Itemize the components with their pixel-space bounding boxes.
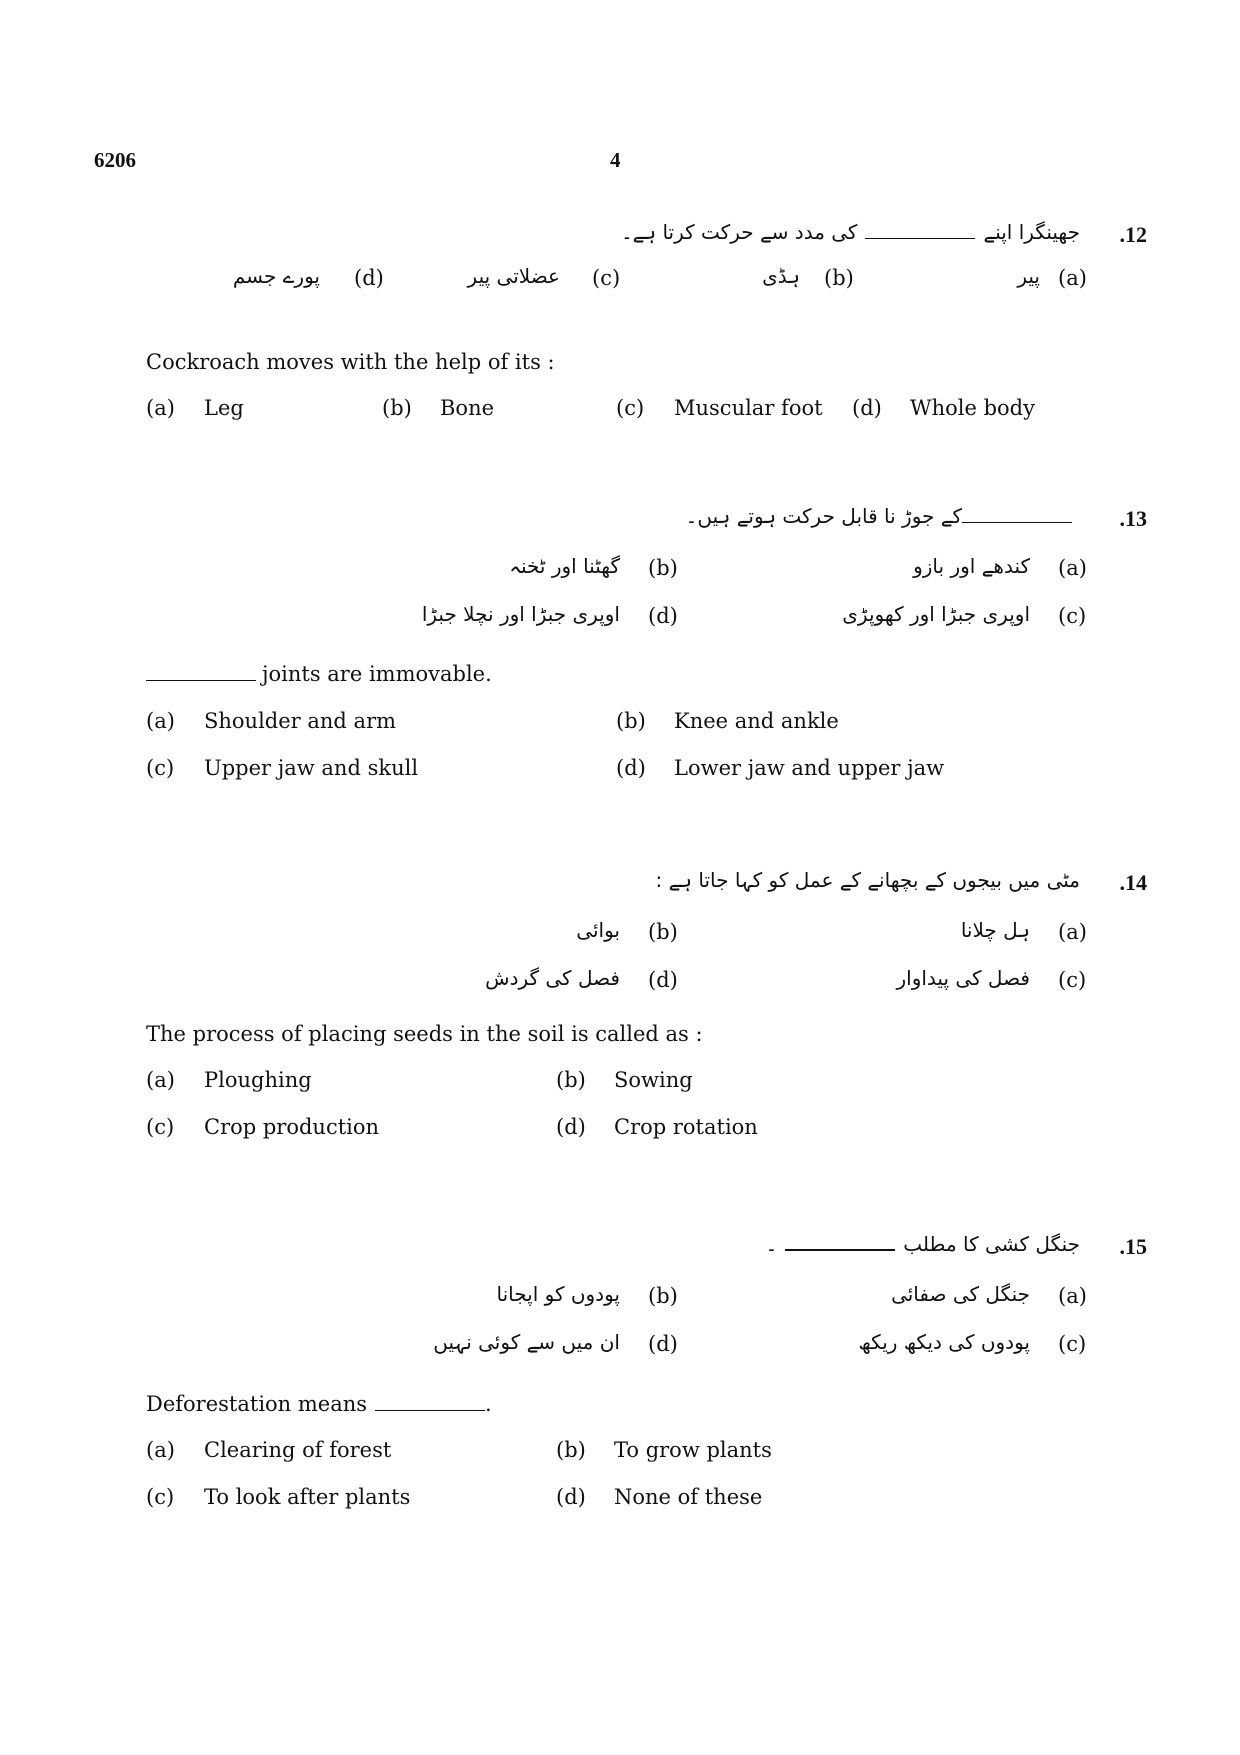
option-text: Crop production xyxy=(204,1115,380,1139)
answer-blank xyxy=(375,1409,485,1411)
option-label: (a) xyxy=(146,1438,175,1462)
urdu-option-label: (d) xyxy=(648,604,678,628)
urdu-option-text: ان میں سے کوئی نہیں xyxy=(433,1330,620,1354)
urdu-option-label: (d) xyxy=(354,266,384,290)
paper-code: 6206 xyxy=(94,148,136,172)
english-question: The process of placing seeds in the soil is called as : xyxy=(146,1022,703,1046)
option-label: (a) xyxy=(146,709,175,733)
urdu-option-label: (b) xyxy=(824,266,854,290)
urdu-option-label: (b) xyxy=(648,920,678,944)
urdu-option-label: (d) xyxy=(648,968,678,992)
option-label: (c) xyxy=(616,396,645,420)
option-text: Upper jaw and skull xyxy=(204,756,419,780)
urdu-question xyxy=(686,504,1080,528)
option-label: (a) xyxy=(146,396,175,420)
urdu-option-text: پیر xyxy=(1017,264,1040,288)
option-text: To grow plants xyxy=(614,1438,772,1462)
urdu-option-label: (a) xyxy=(1058,1284,1087,1308)
urdu-option-text: ہل چلانا xyxy=(960,918,1030,942)
option-text: None of these xyxy=(614,1485,763,1509)
urdu-option-label: (d) xyxy=(648,1332,678,1356)
urdu-option-label: (b) xyxy=(648,1284,678,1308)
urdu-option-text: جنگل کی صفائی xyxy=(891,1282,1030,1306)
option-label: (b) xyxy=(556,1438,586,1462)
urdu-question-prefix: جنگل کشی کا مطلب xyxy=(903,1232,1080,1256)
urdu-option-text: عضلاتی پیر xyxy=(467,264,560,288)
urdu-option-text: پودوں کی دیکھ ریکھ xyxy=(858,1330,1030,1354)
option-text: Shoulder and arm xyxy=(204,709,397,733)
option-label: (d) xyxy=(556,1485,586,1509)
question-number: .12 xyxy=(1119,222,1147,247)
option-label: (c) xyxy=(146,1115,175,1139)
option-text: Clearing of forest xyxy=(204,1438,392,1462)
urdu-option-label: (b) xyxy=(648,556,678,580)
option-text: Whole body xyxy=(910,396,1035,420)
option-label: (c) xyxy=(146,756,175,780)
english-question: Cockroach moves with the help of its : xyxy=(146,350,555,374)
option-text: Knee and ankle xyxy=(674,709,839,733)
urdu-option-label: (c) xyxy=(1058,968,1087,992)
option-label: (a) xyxy=(146,1068,175,1092)
urdu-option-text: اوپری جبڑا اور نچلا جبڑا xyxy=(421,602,620,626)
urdu-option-label: (a) xyxy=(1058,266,1087,290)
urdu-question-suffix: ۔ xyxy=(765,1232,778,1256)
option-text: Ploughing xyxy=(204,1068,312,1092)
option-text: Muscular foot xyxy=(674,396,823,420)
english-question-text: Deforestation means xyxy=(146,1392,368,1416)
option-text: Leg xyxy=(204,396,244,420)
urdu-option-label: (a) xyxy=(1058,556,1087,580)
option-label: (d) xyxy=(556,1115,586,1139)
urdu-question: مٹی میں بیجوں کے بچھانے کے عمل کو کہا جاتا ہے : xyxy=(655,868,1080,892)
answer-blank xyxy=(146,679,256,681)
answer-blank xyxy=(962,521,1072,523)
urdu-option-text: ہڈی xyxy=(762,264,800,288)
option-text: Crop rotation xyxy=(614,1115,758,1139)
urdu-option-text: بوائی xyxy=(576,918,620,942)
question-number: .15 xyxy=(1119,1234,1147,1259)
question-number: .13 xyxy=(1119,506,1147,531)
option-text: Sowing xyxy=(614,1068,693,1092)
option-text: To look after plants xyxy=(204,1485,411,1509)
english-question-end: . xyxy=(485,1392,492,1416)
urdu-option-label: (c) xyxy=(1058,604,1087,628)
urdu-question xyxy=(621,220,1080,244)
urdu-option-text: پودوں کو اپجانا xyxy=(496,1282,620,1306)
question-number: .14 xyxy=(1119,870,1147,895)
urdu-question-suffix: کی مدد سے حرکت کرتا ہے۔ xyxy=(620,220,858,244)
option-text: Lower jaw and upper jaw xyxy=(674,756,945,780)
urdu-option-text: پورے جسم xyxy=(232,264,320,288)
urdu-option-text: فصل کی پیداوار xyxy=(896,966,1030,990)
urdu-option-text: فصل کی گردش xyxy=(485,966,620,990)
urdu-option-text: کندھے اور بازو xyxy=(913,554,1030,578)
answer-blank xyxy=(865,237,975,239)
urdu-option-label: (c) xyxy=(1058,1332,1087,1356)
urdu-option-text: اوپری جبڑا اور کھوپڑی xyxy=(842,602,1030,626)
page-number: 4 xyxy=(610,148,621,172)
option-label: (b) xyxy=(556,1068,586,1092)
urdu-option-label: (a) xyxy=(1058,920,1087,944)
urdu-option-text: گھٹنا اور ٹخنہ xyxy=(509,554,620,578)
answer-blank xyxy=(785,1248,895,1251)
english-question-text: joints are immovable. xyxy=(262,662,492,686)
urdu-question xyxy=(766,1232,1080,1256)
option-label: (b) xyxy=(616,709,646,733)
urdu-question-suffix: کے جوڑ نا قابل حرکت ہوتے ہیں۔ xyxy=(685,504,962,528)
english-question xyxy=(146,1392,492,1416)
urdu-question-prefix: جھینگرا اپنے xyxy=(983,220,1080,244)
option-label: (d) xyxy=(852,396,882,420)
option-text: Bone xyxy=(440,396,495,420)
urdu-option-label: (c) xyxy=(592,266,621,290)
option-label: (c) xyxy=(146,1485,175,1509)
option-label: (d) xyxy=(616,756,646,780)
option-label: (b) xyxy=(382,396,412,420)
english-question xyxy=(146,662,492,686)
